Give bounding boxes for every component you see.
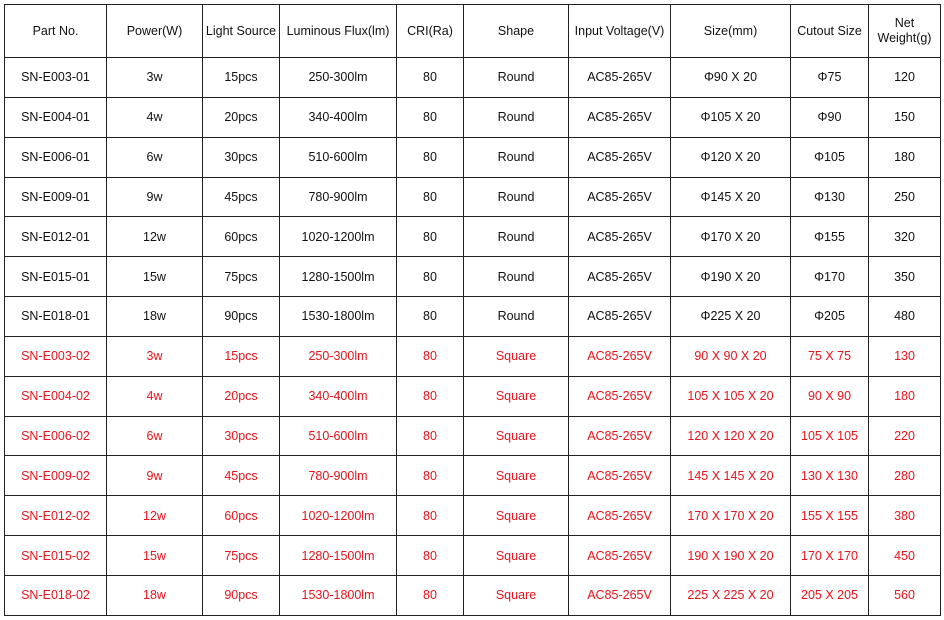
cell-size: 90 X 90 X 20 xyxy=(671,336,791,376)
cell-power: 3w xyxy=(107,336,203,376)
cell-cutout-size: Φ75 xyxy=(791,58,869,98)
cell-net-weight: 560 xyxy=(869,575,941,615)
table-row xyxy=(5,58,941,98)
cell-cutout-size: 205 X 205 xyxy=(791,575,869,615)
cell-part-no: SN-E003-02 xyxy=(5,336,107,376)
cell-net-weight: 180 xyxy=(869,376,941,416)
cell-power: 15w xyxy=(107,257,203,297)
cell-light-source: 75pcs xyxy=(203,536,280,576)
cell-luminous-flux: 780-900lm xyxy=(280,456,397,496)
cell-luminous-flux: 510-600lm xyxy=(280,416,397,456)
cell-luminous-flux: 340-400lm xyxy=(280,376,397,416)
cell-net-weight: 480 xyxy=(869,297,941,337)
cell-size: Φ170 X 20 xyxy=(671,217,791,257)
cell-light-source: 90pcs xyxy=(203,297,280,337)
cell-shape: Round xyxy=(464,257,569,297)
table-row xyxy=(5,336,941,376)
cell-shape: Square xyxy=(464,376,569,416)
cell-cutout-size: 170 X 170 xyxy=(791,536,869,576)
header-net-weight: Net Weight(g) xyxy=(869,5,941,58)
cell-light-source: 45pcs xyxy=(203,456,280,496)
header-cutout-size: Cutout Size xyxy=(791,5,869,58)
cell-part-no: SN-E018-02 xyxy=(5,575,107,615)
cell-shape: Square xyxy=(464,336,569,376)
cell-size: Φ90 X 20 xyxy=(671,58,791,98)
cell-cri: 80 xyxy=(397,257,464,297)
cell-cri: 80 xyxy=(397,336,464,376)
cell-net-weight: 130 xyxy=(869,336,941,376)
table-body xyxy=(5,58,941,616)
cell-cri: 80 xyxy=(397,137,464,177)
cell-light-source: 20pcs xyxy=(203,376,280,416)
cell-cri: 80 xyxy=(397,217,464,257)
cell-luminous-flux: 510-600lm xyxy=(280,137,397,177)
cell-input-voltage: AC85-265V xyxy=(569,376,671,416)
cell-cutout-size: Φ205 xyxy=(791,297,869,337)
cell-net-weight: 350 xyxy=(869,257,941,297)
cell-shape: Round xyxy=(464,217,569,257)
header-luminous-flux: Luminous Flux(lm) xyxy=(280,5,397,58)
cell-size: Φ190 X 20 xyxy=(671,257,791,297)
cell-light-source: 60pcs xyxy=(203,496,280,536)
cell-light-source: 75pcs xyxy=(203,257,280,297)
header-row xyxy=(5,5,941,58)
spec-table xyxy=(4,4,941,616)
cell-power: 9w xyxy=(107,177,203,217)
cell-cri: 80 xyxy=(397,376,464,416)
cell-net-weight: 180 xyxy=(869,137,941,177)
cell-cri: 80 xyxy=(397,575,464,615)
header-power: Power(W) xyxy=(107,5,203,58)
cell-net-weight: 120 xyxy=(869,58,941,98)
cell-part-no: SN-E015-02 xyxy=(5,536,107,576)
cell-part-no: SN-E004-01 xyxy=(5,97,107,137)
table-header xyxy=(5,5,941,58)
cell-luminous-flux: 340-400lm xyxy=(280,97,397,137)
cell-light-source: 45pcs xyxy=(203,177,280,217)
cell-cutout-size: Φ130 xyxy=(791,177,869,217)
cell-input-voltage: AC85-265V xyxy=(569,137,671,177)
cell-part-no: SN-E012-01 xyxy=(5,217,107,257)
cell-cutout-size: 155 X 155 xyxy=(791,496,869,536)
cell-size: 105 X 105 X 20 xyxy=(671,376,791,416)
cell-net-weight: 450 xyxy=(869,536,941,576)
cell-shape: Round xyxy=(464,297,569,337)
cell-power: 15w xyxy=(107,536,203,576)
cell-luminous-flux: 1530-1800lm xyxy=(280,575,397,615)
cell-size: 120 X 120 X 20 xyxy=(671,416,791,456)
cell-input-voltage: AC85-265V xyxy=(569,177,671,217)
cell-net-weight: 280 xyxy=(869,456,941,496)
cell-part-no: SN-E009-01 xyxy=(5,177,107,217)
header-shape: Shape xyxy=(464,5,569,58)
cell-cutout-size: 75 X 75 xyxy=(791,336,869,376)
cell-light-source: 60pcs xyxy=(203,217,280,257)
cell-luminous-flux: 780-900lm xyxy=(280,177,397,217)
cell-part-no: SN-E015-01 xyxy=(5,257,107,297)
cell-power: 18w xyxy=(107,297,203,337)
cell-cri: 80 xyxy=(397,297,464,337)
cell-power: 12w xyxy=(107,496,203,536)
cell-power: 6w xyxy=(107,416,203,456)
table-row xyxy=(5,575,941,615)
header-input-voltage: Input Voltage(V) xyxy=(569,5,671,58)
cell-cutout-size: Φ90 xyxy=(791,97,869,137)
cell-net-weight: 150 xyxy=(869,97,941,137)
cell-size: 190 X 190 X 20 xyxy=(671,536,791,576)
cell-power: 18w xyxy=(107,575,203,615)
cell-size: Φ145 X 20 xyxy=(671,177,791,217)
cell-input-voltage: AC85-265V xyxy=(569,58,671,98)
cell-shape: Square xyxy=(464,536,569,576)
cell-cutout-size: Φ105 xyxy=(791,137,869,177)
cell-light-source: 20pcs xyxy=(203,97,280,137)
cell-input-voltage: AC85-265V xyxy=(569,536,671,576)
cell-cri: 80 xyxy=(397,416,464,456)
cell-size: 145 X 145 X 20 xyxy=(671,456,791,496)
cell-input-voltage: AC85-265V xyxy=(569,97,671,137)
cell-cutout-size: Φ155 xyxy=(791,217,869,257)
cell-shape: Square xyxy=(464,416,569,456)
cell-net-weight: 220 xyxy=(869,416,941,456)
cell-shape: Square xyxy=(464,496,569,536)
cell-part-no: SN-E006-02 xyxy=(5,416,107,456)
cell-power: 4w xyxy=(107,97,203,137)
cell-size: 170 X 170 X 20 xyxy=(671,496,791,536)
cell-power: 12w xyxy=(107,217,203,257)
cell-cri: 80 xyxy=(397,456,464,496)
cell-net-weight: 250 xyxy=(869,177,941,217)
cell-power: 3w xyxy=(107,58,203,98)
cell-shape: Round xyxy=(464,137,569,177)
cell-cutout-size: 130 X 130 xyxy=(791,456,869,496)
header-light-source: Light Source xyxy=(203,5,280,58)
cell-luminous-flux: 250-300lm xyxy=(280,58,397,98)
table-row xyxy=(5,217,941,257)
cell-luminous-flux: 1020-1200lm xyxy=(280,496,397,536)
cell-light-source: 30pcs xyxy=(203,416,280,456)
cell-power: 9w xyxy=(107,456,203,496)
cell-input-voltage: AC85-265V xyxy=(569,575,671,615)
cell-cutout-size: Φ170 xyxy=(791,257,869,297)
cell-light-source: 30pcs xyxy=(203,137,280,177)
cell-light-source: 15pcs xyxy=(203,58,280,98)
cell-shape: Round xyxy=(464,58,569,98)
cell-input-voltage: AC85-265V xyxy=(569,456,671,496)
cell-luminous-flux: 1280-1500lm xyxy=(280,536,397,576)
cell-power: 4w xyxy=(107,376,203,416)
cell-part-no: SN-E006-01 xyxy=(5,137,107,177)
header-part-no: Part No. xyxy=(5,5,107,58)
cell-size: Φ120 X 20 xyxy=(671,137,791,177)
cell-cri: 80 xyxy=(397,58,464,98)
table-row xyxy=(5,177,941,217)
cell-cri: 80 xyxy=(397,536,464,576)
table-row xyxy=(5,97,941,137)
header-size: Size(mm) xyxy=(671,5,791,58)
cell-luminous-flux: 1280-1500lm xyxy=(280,257,397,297)
cell-light-source: 15pcs xyxy=(203,336,280,376)
cell-input-voltage: AC85-265V xyxy=(569,257,671,297)
cell-cutout-size: 105 X 105 xyxy=(791,416,869,456)
cell-input-voltage: AC85-265V xyxy=(569,496,671,536)
table-row xyxy=(5,257,941,297)
cell-input-voltage: AC85-265V xyxy=(569,217,671,257)
cell-part-no: SN-E012-02 xyxy=(5,496,107,536)
table-row xyxy=(5,456,941,496)
cell-luminous-flux: 1530-1800lm xyxy=(280,297,397,337)
cell-luminous-flux: 1020-1200lm xyxy=(280,217,397,257)
table-row xyxy=(5,496,941,536)
cell-net-weight: 320 xyxy=(869,217,941,257)
cell-part-no: SN-E004-02 xyxy=(5,376,107,416)
cell-shape: Square xyxy=(464,456,569,496)
cell-shape: Round xyxy=(464,97,569,137)
cell-input-voltage: AC85-265V xyxy=(569,416,671,456)
header-cri: CRI(Ra) xyxy=(397,5,464,58)
cell-net-weight: 380 xyxy=(869,496,941,536)
table-row xyxy=(5,137,941,177)
cell-size: 225 X 225 X 20 xyxy=(671,575,791,615)
cell-size: Φ105 X 20 xyxy=(671,97,791,137)
cell-cri: 80 xyxy=(397,496,464,536)
cell-input-voltage: AC85-265V xyxy=(569,336,671,376)
cell-part-no: SN-E003-01 xyxy=(5,58,107,98)
cell-part-no: SN-E009-02 xyxy=(5,456,107,496)
table-row xyxy=(5,416,941,456)
cell-cri: 80 xyxy=(397,97,464,137)
cell-shape: Round xyxy=(464,177,569,217)
cell-input-voltage: AC85-265V xyxy=(569,297,671,337)
cell-size: Φ225 X 20 xyxy=(671,297,791,337)
cell-shape: Square xyxy=(464,575,569,615)
table-row xyxy=(5,536,941,576)
cell-part-no: SN-E018-01 xyxy=(5,297,107,337)
table-row xyxy=(5,297,941,337)
table-row xyxy=(5,376,941,416)
cell-light-source: 90pcs xyxy=(203,575,280,615)
cell-power: 6w xyxy=(107,137,203,177)
cell-luminous-flux: 250-300lm xyxy=(280,336,397,376)
cell-cri: 80 xyxy=(397,177,464,217)
cell-cutout-size: 90 X 90 xyxy=(791,376,869,416)
